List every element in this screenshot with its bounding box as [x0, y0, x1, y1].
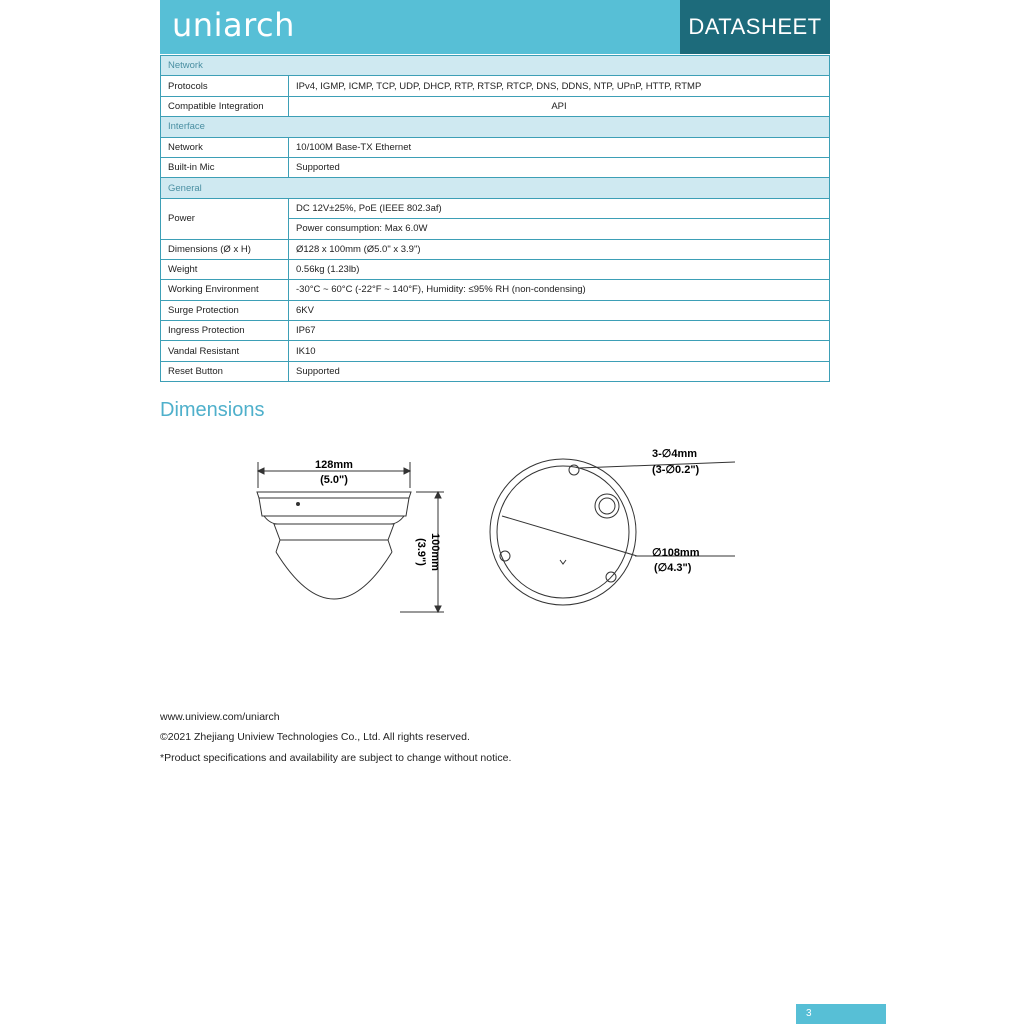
table-row: [161, 259, 830, 279]
copyright-text: ©2021 Zhejiang Uniview Technologies Co., Ltd. All rights reserved.: [160, 731, 470, 743]
table-row: [161, 280, 830, 300]
width-inch-label: (5.0"): [320, 474, 348, 486]
page-header: [160, 0, 830, 54]
mounting-hole-mm-label: 3-∅4mm: [652, 448, 698, 460]
spec-label: Dimensions (Ø x H): [161, 239, 289, 259]
spec-value: Power consumption: Max 6.0W: [289, 219, 830, 239]
section-header-network: [161, 56, 830, 76]
spec-value: Ø128 x 100mm (Ø5.0" x 3.9"): [289, 239, 830, 259]
spec-value: 6KV: [289, 300, 830, 320]
document-type-label: DATASHEET: [680, 0, 830, 54]
table-row: [161, 76, 830, 96]
spec-label: Surge Protection: [161, 300, 289, 320]
table-row: [161, 157, 830, 177]
table-row: [161, 300, 830, 320]
spec-value: Supported: [289, 361, 830, 381]
website-url: www.uniview.com/uniarch: [160, 711, 280, 723]
table-row: [161, 361, 830, 381]
spec-value: Supported: [289, 157, 830, 177]
spec-label: Reset Button: [161, 361, 289, 381]
table-row: [161, 341, 830, 361]
dimensions-heading: Dimensions: [160, 399, 265, 421]
dimension-drawing: [240, 440, 760, 630]
specifications-table: [160, 55, 830, 382]
section-header-interface: [161, 117, 830, 137]
spec-label: Ingress Protection: [161, 321, 289, 341]
spec-label: Power: [161, 198, 289, 239]
spec-label: Network: [161, 137, 289, 157]
spec-value: -30°C ~ 60°C (-22°F ~ 140°F), Humidity: ≤95% RH (non-condensing): [289, 280, 830, 300]
section-title: General: [161, 178, 830, 198]
disclaimer-text: *Product specifications and availability are subject to change without notice.: [160, 752, 512, 764]
section-title: Network: [161, 56, 830, 76]
table-row: [161, 198, 830, 218]
height-inch-label: (3.9"): [415, 538, 427, 566]
spec-value: 0.56kg (1.23lb): [289, 259, 830, 279]
spec-value: 10/100M Base-TX Ethernet: [289, 137, 830, 157]
table-row: [161, 96, 830, 116]
spec-label: Compatible Integration: [161, 96, 289, 116]
side-view-drawing: [257, 462, 444, 612]
top-view-drawing: [490, 459, 735, 605]
spec-value: IK10: [289, 341, 830, 361]
spec-value: DC 12V±25%, PoE (IEEE 802.3af): [289, 198, 830, 218]
spec-value: IPv4, IGMP, ICMP, TCP, UDP, DHCP, RTP, RTSP, RTCP, DNS, DDNS, NTP, UPnP, HTTP, RTMP: [289, 76, 830, 96]
table-row: [161, 321, 830, 341]
table-row: [161, 239, 830, 259]
spec-label: Working Environment: [161, 280, 289, 300]
mounting-hole-inch-label: (3-∅0.2"): [652, 464, 700, 476]
spec-value: API: [289, 96, 830, 116]
brand-logo: uniarch: [172, 6, 295, 44]
height-mm-label: 100mm: [429, 533, 441, 571]
spec-label: Weight: [161, 259, 289, 279]
section-header-general: [161, 178, 830, 198]
diameter-mm-label: ∅108mm: [652, 547, 700, 559]
spec-label: Vandal Resistant: [161, 341, 289, 361]
spec-value: IP67: [289, 321, 830, 341]
diameter-inch-label: (∅4.3"): [654, 562, 692, 574]
section-title: Interface: [161, 117, 830, 137]
table-row: [161, 137, 830, 157]
page-number: 3: [796, 1004, 886, 1024]
spec-label: Built-in Mic: [161, 157, 289, 177]
spec-label: Protocols: [161, 76, 289, 96]
width-mm-label: 128mm: [315, 459, 353, 471]
